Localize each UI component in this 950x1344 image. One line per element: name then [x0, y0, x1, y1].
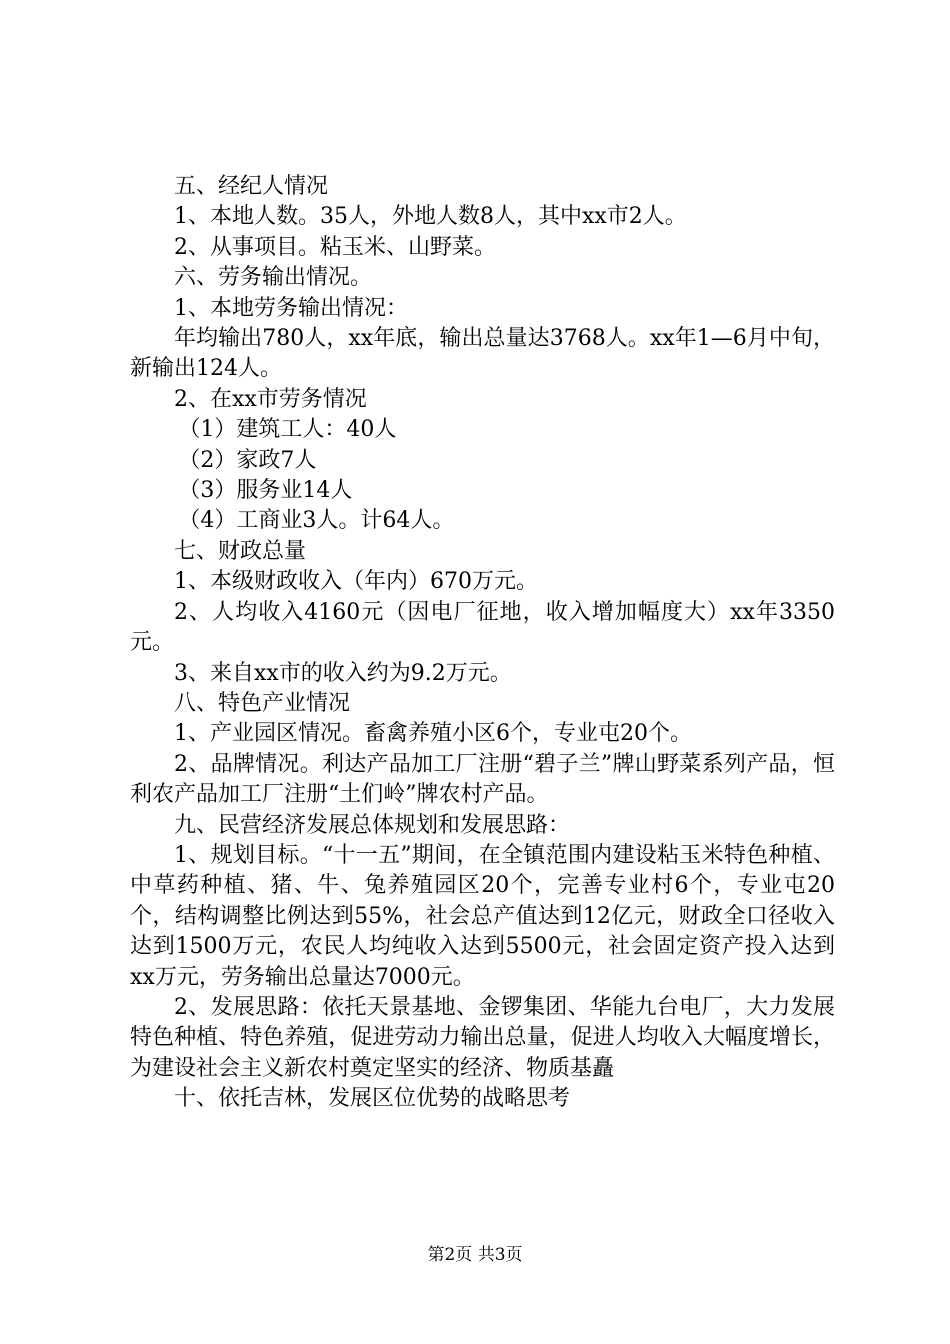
paragraph: 1、本地劳务输出情况： [174, 295, 408, 321]
paragraph: 2、从事项目。粘玉米、山野菜。 [174, 234, 496, 260]
paragraph: 1、规划目标。“十一五”期间，在全镇范围内建设粘玉米特色种植、中草药种植、猪、牛、兔养殖园区20个，完善专业村6个，专业屯20个，结构调整比例达到55%，社会总产值达到12亿元，财政全口径收入达到1500万元，农民人均纯收入达到5500元，社会固定资产投入达到xx万元，劳务输出总量达7000元。 [130, 842, 835, 990]
list-item: （1）建筑工人：40人 [178, 417, 397, 443]
page-footer: 第2页 共3页 [427, 1245, 523, 1265]
list-item: （2）家政7人 [178, 447, 317, 473]
section-heading-9: 九、民营经济发展总体规划和发展思路： [174, 812, 571, 838]
section-heading-6: 六、劳务输出情况。 [174, 265, 373, 291]
paragraph: 1、本地人数。35人，外地人数8人，其中xx市2人。 [174, 204, 687, 230]
paragraph: 2、品牌情况。利达产品加工厂注册“碧子兰”牌山野菜系列产品，恒利农产品加工厂注册“土们岭”牌农村产品。 [130, 751, 835, 808]
section-heading-10: 十、依托吉林，发展区位优势的战略思考 [174, 1086, 571, 1112]
document-body [130, 172, 835, 1115]
paragraph: 2、发展思路：依托天景基地、金锣集团、华能九台电厂，大力发展特色种植、特色养殖，促进劳动力输出总量，促进人均收入大幅度增长，为建设社会主义新农村奠定坚实的经济、物质基矗 [130, 994, 835, 1081]
list-item: （4）工商业3人。计64人。 [178, 508, 455, 534]
paragraph: 年均输出780人，xx年底，输出总量达3768人。xx年1—6月中旬，新输出124人。 [130, 326, 835, 382]
paragraph: 2、人均收入4160元（因电厂征地，收入增加幅度大）xx年3350元。 [130, 599, 835, 656]
paragraph: 3、来自xx市的收入约为9.2万元。 [174, 660, 512, 686]
paragraph: 1、产业园区情况。畜禽养殖小区6个，专业屯20个。 [174, 721, 692, 747]
paragraph: 1、本级财政收入（年内）670万元。 [174, 569, 538, 595]
paragraph: 2、在xx市劳务情况 [174, 386, 367, 412]
section-heading-7: 七、财政总量 [174, 538, 307, 564]
section-heading-8: 八、特色产业情况 [174, 690, 351, 716]
section-heading-5: 五、经纪人情况 [174, 174, 329, 199]
list-item: （3）服务业14人 [178, 478, 353, 504]
